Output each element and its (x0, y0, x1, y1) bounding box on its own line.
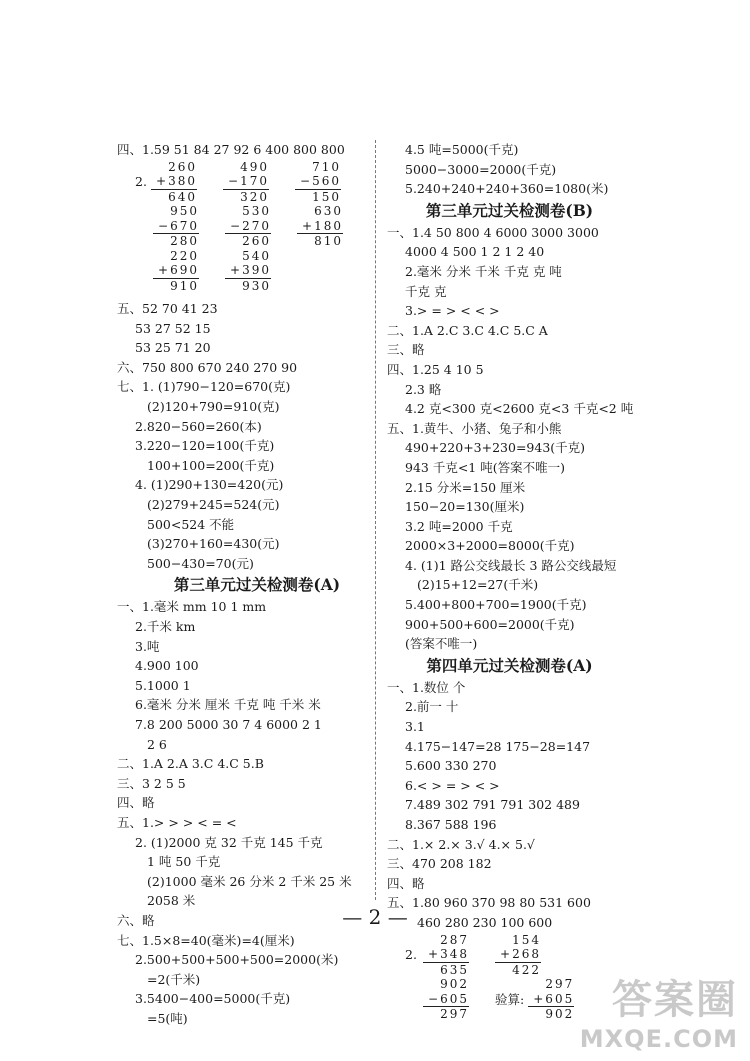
watermark-logo: 答案圈 (612, 977, 738, 1023)
answer-line: 5.240+240+240+360=1080(米) (405, 181, 609, 197)
watermark (580, 968, 738, 1053)
answer-line: 六、750 800 670 240 270 90 (117, 359, 298, 375)
vertical-calc: 950 −670 280 (153, 204, 199, 249)
unit-four-a-heading: 第四单元过关检测卷(A) (426, 655, 593, 675)
answer-line: 六、略 (117, 912, 155, 928)
answer-line: 五、1.> > > < = < (117, 814, 237, 830)
answer-line: 3.1 (405, 719, 425, 735)
answer-line: 4. (1)290+130=420(元) (135, 477, 284, 493)
answer-line: 1 吨 50 千克 (147, 854, 221, 870)
answer-line: 3.> = > < < > (405, 303, 500, 319)
vertical-calc: 287 +348 635 (423, 933, 469, 978)
answer-line: 4.2 克<300 克<2600 克<3 千克<2 吨 (405, 401, 634, 417)
answer-line: 2.前一 十 (405, 699, 459, 715)
answer-line: 2.千米 km (135, 619, 196, 634)
answer-line: 四、略 (117, 795, 155, 811)
answer-line: 五、52 70 41 23 (117, 301, 218, 317)
answer-line: 4000 4 500 1 2 1 2 40 (405, 244, 545, 260)
answer-line: 2 6 (147, 736, 167, 752)
left-column (117, 140, 367, 1028)
vertical-calc-check: 297 +605 902 (528, 977, 574, 1022)
answer-line: 7.8 200 5000 30 7 4 6000 2 1 (135, 716, 322, 732)
answer-line: (答案不唯一) (405, 636, 478, 652)
answer-line: 6.< > = > < > (405, 777, 500, 793)
right-column (387, 140, 634, 1022)
answer-line: 3.5400−400=5000(千克) (135, 991, 291, 1007)
answer-line: 五、1.黄牛、小猪、兔子和小熊 (387, 420, 562, 436)
calc-row-1 (135, 160, 367, 205)
answer-line: 2058 米 (147, 893, 196, 909)
answer-line: 2.3 略 (405, 381, 442, 397)
answer-line: 943 千克<1 吨(答案不唯一) (405, 459, 565, 475)
answer-line: 五、1.80 960 370 98 80 531 600 (387, 895, 591, 911)
answer-line: =2(千米) (147, 971, 201, 987)
vertical-calc: 540 +390 930 (225, 249, 271, 294)
answer-line: 6.毫米 分米 厘米 千克 吨 千米 米 (135, 697, 321, 713)
answer-line: 七、1. (1)790−120=670(克) (117, 379, 291, 395)
answer-line: 53 25 71 20 (135, 340, 211, 356)
vertical-calc: 490 −170 320 (223, 160, 269, 205)
vertical-calc: 154 +268 422 (495, 933, 541, 978)
answer-line: 2. (1)2000 克 32 千克 145 千克 (135, 834, 323, 850)
watermark-url: MXQE.COM (579, 1025, 738, 1053)
answer-line: 一、1.4 50 800 4 6000 3000 3000 (387, 224, 599, 240)
answer-line: 三、3 2 5 5 (117, 775, 186, 791)
answer-line: =5(吨) (147, 1010, 188, 1026)
answer-line: 3.220−120=100(千克) (135, 438, 275, 454)
check-label: 验算: (495, 992, 525, 1008)
unit-three-b-heading: 第三单元过关检测卷(B) (425, 200, 594, 220)
unit-three-a-heading: 第三单元过关检测卷(A) (173, 575, 341, 595)
answer-line: 500<524 不能 (147, 516, 235, 532)
answer-line: 四、略 (387, 875, 425, 891)
answer-line: 一、1.毫米 mm 10 1 mm (117, 599, 267, 615)
calc-prefix: 2. (405, 947, 417, 963)
calc-row-3 (153, 249, 367, 294)
answer-line: 4. (1)1 路公交线最长 3 路公交线最短 (405, 557, 617, 573)
vertical-calc: 220 +690 910 (153, 249, 199, 294)
vertical-calc: 260 +380 640 (151, 160, 197, 205)
answer-line: 460 280 230 100 600 (417, 914, 553, 930)
answer-line: 500−430=70(元) (147, 555, 254, 571)
answer-line: 三、略 (387, 342, 425, 358)
answer-line: 2.820−560=260(本) (135, 418, 262, 434)
answer-line: 490+220+3+230=943(千克) (405, 440, 586, 456)
answer-line: 5.600 330 270 (405, 758, 497, 774)
answer-line: 二、1.× 2.× 3.√ 4.× 5.√ (387, 836, 535, 852)
answer-line: 2.毫米 分米 千米 千克 克 吨 (405, 263, 562, 279)
vertical-calc: 530 −270 260 (225, 204, 271, 249)
answer-line: (2)120+790=910(克) (147, 399, 280, 415)
answer-line: 53 27 52 15 (135, 320, 211, 336)
answer-line: (2)15+12=27(千米) (417, 577, 539, 593)
answer-line: 3.吨 (135, 638, 160, 654)
answer-line: 二、1.A 2.C 3.C 4.C 5.C A (387, 322, 548, 338)
answer-line: 四、1.25 4 10 5 (387, 361, 484, 377)
vertical-calc: 902 −605 297 (423, 977, 469, 1022)
answer-line: 4.175−147=28 175−28=147 (405, 738, 591, 754)
answer-line: 150−20=130(厘米) (405, 499, 525, 515)
answer-line: 100+100=200(千克) (147, 457, 275, 473)
answer-line: 七、1.5×8=40(毫米)=4(厘米) (117, 932, 295, 948)
answer-line: 一、1.数位 个 (387, 679, 466, 695)
calc-row-2 (153, 204, 367, 249)
answer-line: (2)1000 毫米 26 分米 2 千米 25 米 (147, 873, 352, 889)
column-divider (375, 140, 376, 900)
answer-line: 4.900 100 (135, 658, 199, 674)
answer-line: 千克 克 (405, 283, 447, 299)
answer-line: 3.2 吨=2000 千克 (405, 518, 513, 534)
vertical-calc: 710 −560 150 (295, 160, 341, 205)
calc-prefix: 2. (135, 174, 147, 190)
answer-line: (2)279+245=524(元) (147, 497, 280, 513)
answer-line: 5000−3000=2000(千克) (405, 161, 557, 177)
vertical-calc: 630 +180 810 (297, 204, 343, 249)
answer-line: 7.489 302 791 791 302 489 (405, 797, 580, 813)
answer-line: 900+500+600=2000(千克) (405, 616, 575, 632)
answer-line: 二、1.A 2.A 3.C 4.C 5.B (117, 756, 264, 772)
answer-line: (3)270+160=430(元) (147, 536, 280, 552)
answer-line: 2.15 分米=150 厘米 (405, 479, 526, 495)
answer-line: 4.5 吨=5000(千克) (405, 142, 519, 157)
answer-line: 5.1000 1 (135, 677, 191, 693)
answer-line: 2.500+500+500+500=2000(米) (135, 952, 339, 968)
answer-line: 5.400+800+700=1900(千克) (405, 597, 587, 613)
page-number: — 2 — (342, 905, 408, 929)
answer-line: 8.367 588 196 (405, 817, 497, 832)
section-four-line: 四、1.59 51 84 27 92 6 400 800 800 (117, 142, 345, 157)
answer-line: 三、470 208 182 (387, 856, 492, 872)
answer-line: 2000×3+2000=8000(千克) (405, 538, 575, 554)
